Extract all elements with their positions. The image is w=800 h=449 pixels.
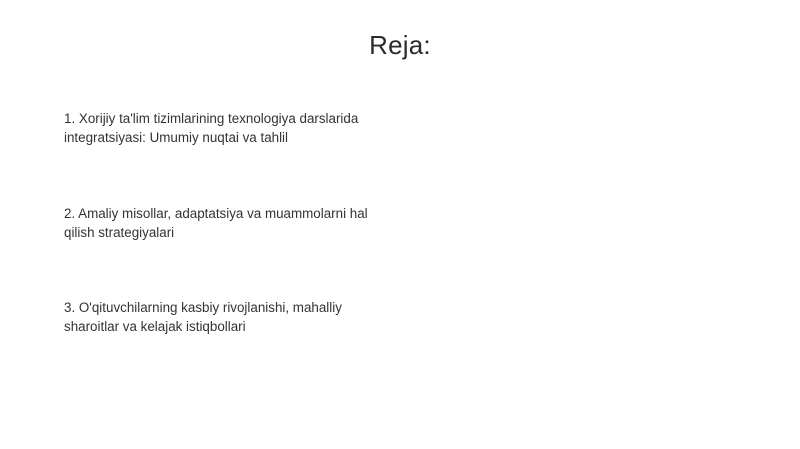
agenda-item-1: 1. Xorijiy ta'lim tizimlarining texnologiya darslarida integratsiyasi: Umumiy nuqtai va tahlil: [64, 111, 359, 145]
agenda-item-2: 2. Amaliy misollar, adaptatsiya va muammolarni hal qilish strategiyalari: [64, 206, 368, 240]
agenda-item-3: 3. O'qituvchilarning kasbiy rivojlanishi, mahalliy sharoitlar va kelajak istiqbollari: [64, 300, 342, 334]
slide-title: Reja:: [369, 30, 431, 60]
